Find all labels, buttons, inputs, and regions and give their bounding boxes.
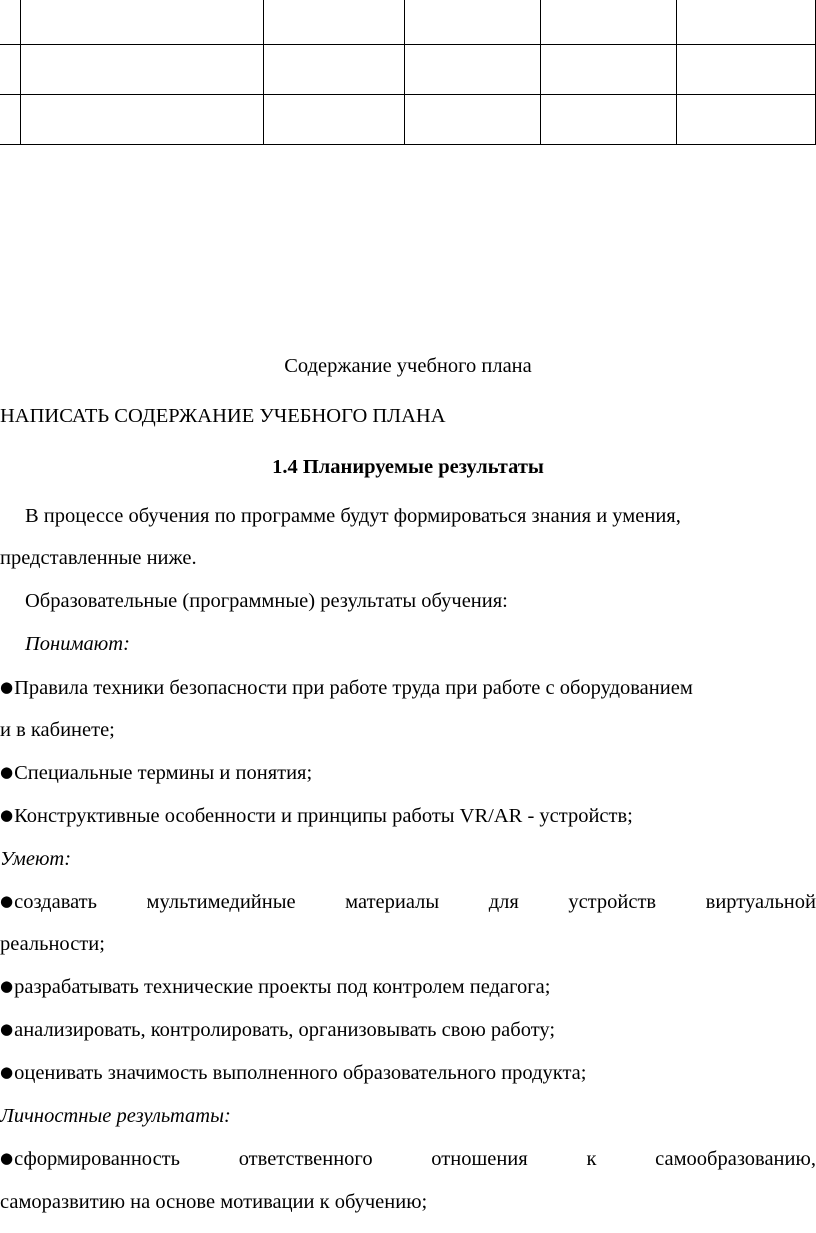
word: для [488, 891, 519, 913]
table-cell [404, 95, 540, 145]
list-item-continuation: и в кабинете; [0, 719, 115, 741]
list-item [0, 891, 816, 914]
table-row [0, 0, 816, 45]
list-item-text: оценивать значимость выполненного образовательного продукта; [14, 1062, 587, 1084]
table-cell [676, 45, 815, 95]
word: материалы [345, 891, 440, 913]
table-cell [404, 0, 540, 45]
table-row [0, 45, 816, 95]
intro-line-2: представленные ниже. [0, 547, 197, 569]
bullet-icon: ● [0, 806, 14, 824]
list-item-word [0, 1148, 180, 1171]
table-cell [20, 0, 263, 45]
table-cell [541, 45, 676, 95]
bullet-icon: ● [0, 763, 14, 781]
table-cell [263, 45, 404, 95]
table-cell [404, 45, 540, 95]
list-item [0, 805, 816, 828]
word: самообразованию, [655, 1148, 816, 1170]
section-heading: Содержание учебного плана [284, 355, 532, 377]
word: ответственного [238, 1148, 373, 1170]
bullet-icon: ● [0, 1020, 14, 1038]
list-item-text: разрабатывать технические проекты под контролем педагога; [14, 976, 551, 998]
list-item [0, 1062, 816, 1085]
list-item-continuation: реальности; [0, 933, 105, 955]
intro-line-1: В процессе обучения по программе будут формироваться знания и умения, [25, 505, 681, 527]
bullet-icon: ● [0, 1063, 14, 1081]
bullet-icon: ● [0, 892, 14, 910]
skills-label: Умеют: [0, 848, 72, 870]
word: создавать [14, 891, 97, 913]
list-item [0, 1148, 816, 1171]
list-item-text: Конструктивные особенности и принципы работы VR/AR - устройств; [14, 805, 633, 827]
results-label: Образовательные (программные) результаты обучения: [25, 590, 508, 612]
table-row [0, 95, 816, 145]
list-item-word [0, 891, 97, 914]
section-title: 1.4 Планируемые результаты [272, 456, 544, 478]
table-cell [263, 0, 404, 45]
word: к [586, 1148, 597, 1170]
bullet-icon: ● [0, 977, 14, 995]
table-cell [541, 95, 676, 145]
understand-label: Понимают: [25, 633, 130, 655]
list-item [0, 976, 816, 999]
word: виртуальной [705, 891, 816, 913]
list-item-continuation: саморазвитию на основе мотивации к обучению; [0, 1191, 428, 1213]
table-cell [0, 95, 20, 145]
personal-label: Личностные результаты: [0, 1105, 231, 1127]
list-item [0, 762, 816, 785]
table-cell [0, 0, 20, 45]
list-item [0, 1019, 816, 1042]
table-cell [0, 45, 20, 95]
word: сформированность [14, 1148, 180, 1170]
table-cell [676, 95, 815, 145]
placeholder-text: НАПИСАТЬ СОДЕРЖАНИЕ УЧЕБНОГО ПЛАНА [0, 405, 446, 427]
top-table [0, 0, 816, 145]
table-cell [676, 0, 815, 45]
table-cell [20, 45, 263, 95]
word: отношения [431, 1148, 528, 1170]
list-item-text: Специальные термины и понятия; [14, 762, 313, 784]
list-item-text: Правила техники безопасности при работе труда при работе с оборудованием [14, 677, 693, 699]
word: устройств [568, 891, 657, 913]
table-cell [20, 95, 263, 145]
table-cell [263, 95, 404, 145]
list-item [0, 677, 816, 700]
bullet-icon: ● [0, 678, 14, 696]
bullet-icon: ● [0, 1149, 14, 1167]
word: мультимедийные [146, 891, 296, 913]
list-item-text: анализировать, контролировать, организовывать свою работу; [14, 1019, 556, 1041]
table-cell [541, 0, 676, 45]
